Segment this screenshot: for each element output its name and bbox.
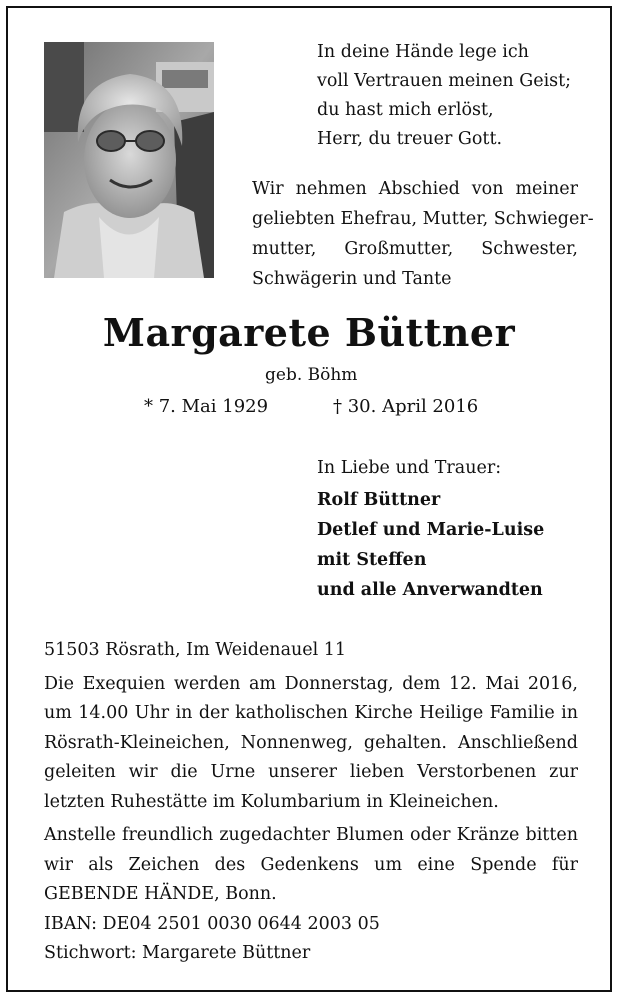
mourning-heading: In Liebe und Trauer: [317, 458, 502, 478]
donation-line: wir als Zeichen des Gedenkens um eine Spende für [44, 854, 578, 875]
mourner-name: Detlef und Marie-Luise [317, 520, 545, 540]
exequien-line: letzten Ruhestätte im Kolumbarium in Kleineichen. [44, 791, 499, 812]
verse-line: du hast mich erlöst, [317, 100, 494, 120]
farewell-intro [252, 174, 594, 294]
exequien-paragraph [44, 670, 578, 818]
maiden-name: geb. Böhm [265, 365, 358, 385]
verse [317, 38, 587, 154]
intro-line: Schwägerin und Tante [252, 269, 452, 289]
exequien-line: geleiten wir die Urne unserer lieben Verstorbenen zur [44, 762, 578, 782]
deceased-name: Margarete Büttner [102, 310, 516, 355]
donation-line: GEBENDE HÄNDE, Bonn. [44, 884, 277, 904]
verse-line: Herr, du treuer Gott. [317, 129, 503, 149]
intro-line: mutter, Großmutter, Schwester, [252, 239, 578, 259]
address: 51503 Rösrath, Im Weidenauel 11 [44, 640, 347, 660]
mourner-name: und alle Anverwandten [317, 580, 543, 600]
exequien-line: Rösrath-Kleineichen, Nonnenweg, gehalten. Anschließend [44, 732, 578, 753]
exequien-line: um 14.00 Uhr in der katholischen Kirche Heilige Familie in [44, 703, 578, 723]
birth-date: * 7. Mai 1929 [144, 396, 269, 417]
iban: IBAN: DE04 2501 0030 0644 2003 05 [44, 913, 380, 934]
exequien-line: Die Exequien werden am Donnerstag, dem 12. Mai 2016, [44, 673, 578, 694]
portrait-photo [44, 42, 214, 278]
verse-line: In deine Hände lege ich [317, 42, 529, 62]
mourner-name: Rolf Büttner [317, 490, 441, 510]
donation-paragraph [44, 821, 578, 910]
mourner-name: mit Steffen [317, 550, 427, 570]
death-date: † 30. April 2016 [333, 396, 479, 417]
donation-keyword: Stichwort: Margarete Büttner [44, 943, 311, 963]
intro-line: Wir nehmen Abschied von meiner [252, 179, 578, 199]
intro-line: geliebten Ehefrau, Mutter, Schwieger- [252, 209, 594, 229]
donation-line: Anstelle freundlich zugedachter Blumen oder Kränze bitten [44, 825, 578, 845]
obituary-card [6, 6, 612, 992]
mourners-list [317, 485, 544, 605]
funeral-details [44, 636, 578, 969]
verse-line: voll Vertrauen meinen Geist; [317, 71, 572, 91]
